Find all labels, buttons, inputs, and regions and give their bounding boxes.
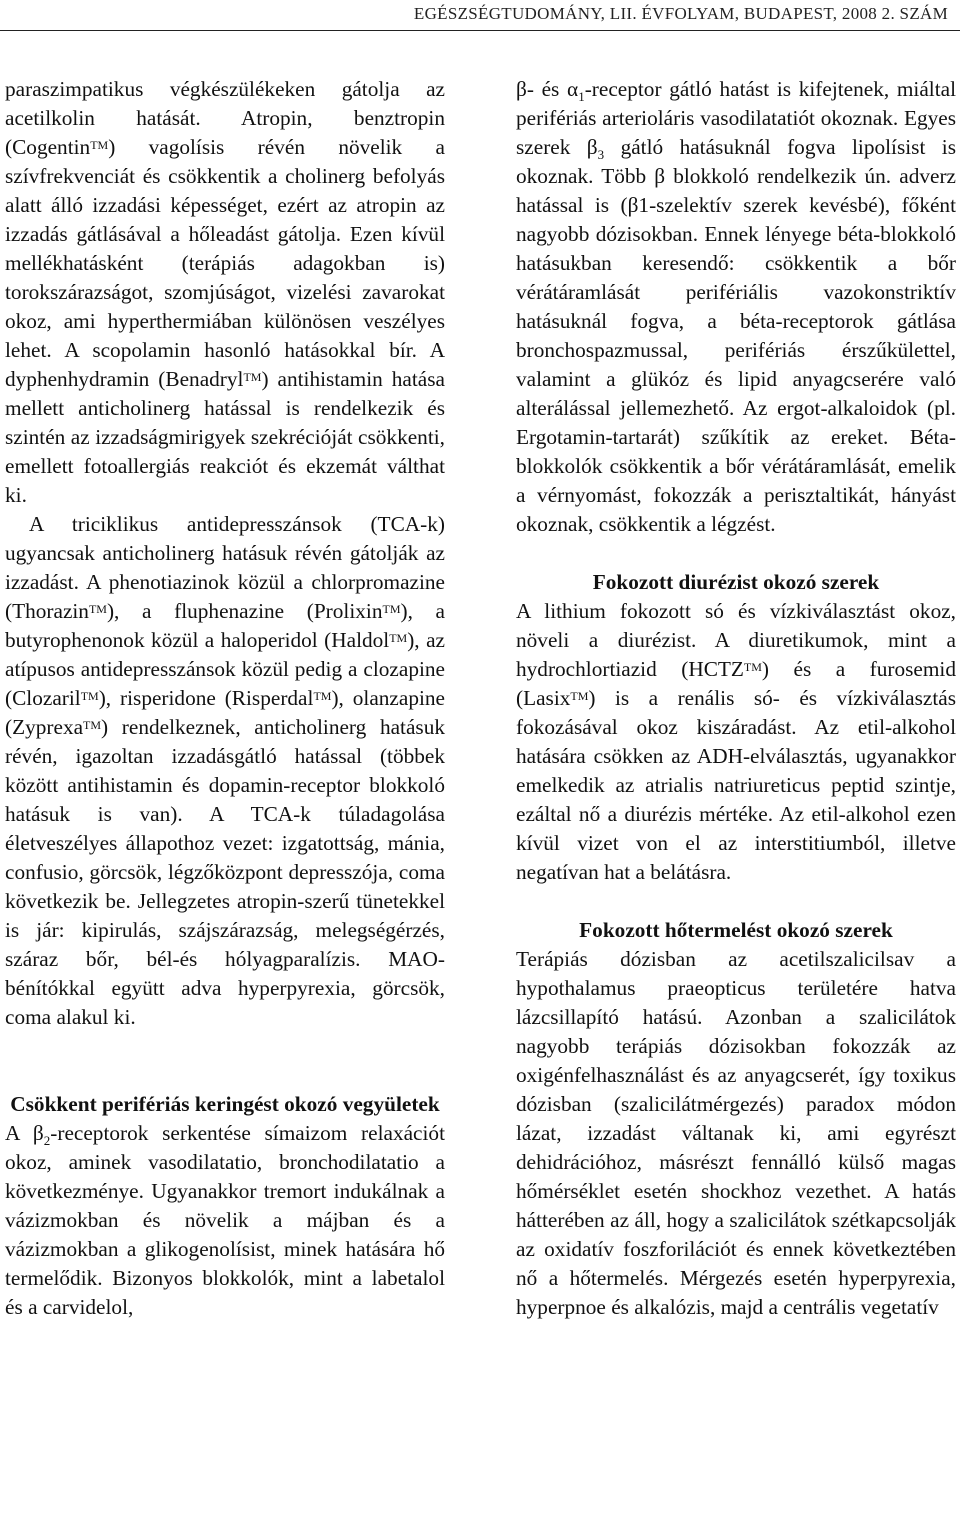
- spacer: [516, 539, 956, 568]
- text-run: -receptorok serkentése símaizom relaxációt okoz, aminek vasodilatatio, bronchodilatatio a következménye. Ugyanakkor tremort indukálnak a vázizmokban és növelik a májban és a vázizmokban a glikogenolísist, minek hatására hő termelődik. Bizonyos blokkolók, mint a labetalol és a carvidelol,: [5, 1121, 445, 1319]
- text-run: A triciklikus antidepresszánsok (TCA-k) ugyancsak anticholinerg hatásuk révén gátolják az izzadást. A phenotiazinok közül a chlorpromazine (Thorazin: [5, 512, 445, 623]
- trademark-mark: TM: [313, 689, 332, 703]
- trademark-mark: TM: [80, 689, 99, 703]
- paragraph-beta2: [5, 1119, 445, 1322]
- trademark-mark: TM: [243, 370, 262, 384]
- text-run: ), risperidone (Risperdal: [98, 686, 314, 710]
- section-heading: Fokozott diurézist okozó szerek: [592, 570, 880, 594]
- spacer: [5, 1032, 445, 1090]
- paragraph-beta-blockers: [516, 75, 956, 539]
- trademark-mark: TM: [570, 689, 589, 703]
- spacer: [516, 887, 956, 916]
- subscript: 2: [43, 1133, 51, 1148]
- text-run: ) vagolísis révén növelik a szívfrekvenciát és csökkentik a cholinerg befolyás alatt álló izzadási képességet, ezért az atropin az izzadás gátlásával a hőleadást gátolja. Ezen kívül mellékhatásként (terápiás adagokban is) torokszárazságot, szomjúságot, vizelési zavarokat okoz, ami hyperthermiában különösen veszélyes lehet. A scopolamin hasonló hatásokkal bír. A dyphenhydramin (Benadryl: [5, 135, 445, 391]
- paragraph-diuretics: [516, 597, 956, 887]
- left-column: [5, 75, 445, 1322]
- paragraph-anticholinergics: [5, 75, 445, 510]
- trademark-mark: TM: [743, 660, 762, 674]
- text-run: ) és a furosemid (Lasix: [516, 657, 956, 710]
- text-run: gátló hatásuknál fogva lipolísist is okoznak. Több β blokkoló rendelkezik ún. adverz hatással is (β1-szelektív szerek kevésbé), főként nagyobb dózisokban. Ennek lényege béta-blokkoló hatásukban keresendő: csökkentik a bőr vérátáramlását perifériális vazokonstriktív hatásuknál fogva, a béta-receptorok gátlása bronchospazmussal, perifériás érszűkülettel, valamint a glükóz és lipid anyagcserére való alterálással jellemezhető. Az ergot-alkaloidok (pl. Ergotamin-tartarát) szűkítik az ereket. Béta-blokkolók csökkentik a bőr vérátáramlását, emelik a vérnyomást, fokozzák a perisztaltikát, hányást okoznak, csökkentik a légzést.: [516, 135, 956, 536]
- text-run: ) rendelkeznek, anticholinerg hatásuk révén, igazoltan izzadásgátló hatással (többek között antihistamin és dopamin-receptor blokkoló hatásuk is van). A TCA-k túladagolása életveszélyes állapothoz vezet: izgatottság, mánia, confusio, görcsök, légzőközpont depresszója, coma következik be. Jellegzetes atropin-szerű tünetekkel is jár: kipirulás, szájszárazság, melegségérzés, száraz bőr, bél-és hólyagparalízis. MAO-bénítókkal együtt adva hyperpyrexia, görcsök, coma alakul ki.: [5, 715, 445, 1029]
- paragraph-salicylates: Terápiás dózisban az acetilszalicilsav a hypothalamus praeopticus területére hatva lázcsillapító hatású. Azonban a szalicilátok nagyobb terápiás dózisokban fokozzák az oxigénfelhasználást és az anyagcserét, így toxikus dózisban (szalicilátmérgezés) paradox módon lázat, izzadást váltanak ki, ami egyrészt dehidrációhoz, másrészt fennálló külső magas hőmérséklet esetén shockhoz vezethet. A hatás hátterében az áll, hogy a szalicilátok szétkapcsolják az oxidatív foszforilációt és ennek következtében nő a hőtermelés. Mérgezés esetén hyperpyrexia, hyperpnoe és alkalózis, majd a centrális vegetatív: [516, 947, 956, 1319]
- section-heading: Fokozott hőtermelést okozó szerek: [579, 918, 893, 942]
- text-run: ), az atípusos antidepresszánsok közül pedig a clozapine (Clozaril: [5, 628, 445, 710]
- text-run: A β: [5, 1121, 44, 1145]
- text-run: -receptor gátló hatást is kifejtenek, miáltal perifériás arterioláris vasodilatatiót okoznak. Egyes szerek β: [516, 77, 956, 159]
- trademark-mark: TM: [389, 631, 408, 645]
- trademark-mark: TM: [90, 138, 109, 152]
- right-column: [516, 75, 956, 1322]
- running-header: EGÉSZSÉGTUDOMÁNY, LII. ÉVFOLYAM, BUDAPEST, 2008 2. SZÁM: [413, 4, 948, 23]
- text-run: β- és α: [516, 77, 579, 101]
- trademark-mark: TM: [83, 718, 102, 732]
- text-run: ), a butyrophenonok közül a haloperidol (Haldol: [5, 599, 445, 652]
- trademark-mark: TM: [88, 602, 107, 616]
- text-run: paraszimpatikus végkészülékeken gátolja az acetilkolin hatását. Atropin, benztropin (Cogentin: [5, 77, 445, 159]
- subscript: 1: [578, 89, 585, 104]
- subscript: 3: [597, 147, 605, 162]
- paragraph-tricyclics: [5, 510, 445, 1032]
- trademark-mark: TM: [382, 602, 401, 616]
- text-run: ), a fluphenazine (Prolixin: [106, 599, 383, 623]
- text-run: A lithium fokozott só és vízkiválasztást okoz, növeli a diurézist. A diuretikumok, mint a hydrochlortiazid (HCTZ: [516, 599, 956, 681]
- text-run: ) antihistamin hatása mellett anticholinerg hatással is rendelkezik és szintén az izzadságmirigyek szekrécióját csökkenti, emellett fotoallergiás reakciót és ekzemát válthat ki.: [5, 367, 445, 507]
- section-heading: Csökkent perifériás keringést okozó vegyületek: [10, 1092, 440, 1116]
- text-run: ) is a renális só- és vízkiválasztás fokozásával okoz kiszáradást. Az etil-alkohol hatására csökken az ADH-elválasztás, ugyanakkor emelkedik az atrialis natriureticus peptid szintje, ezáltal nő a diurézis mértéke. Az etil-alkohol ezen kívül vizet von el az interstitiumból, illetve negatívan hat a belátásra.: [516, 686, 956, 884]
- header-rule: [0, 30, 960, 31]
- text-run: ), olanzapine (Zyprexa: [5, 686, 445, 739]
